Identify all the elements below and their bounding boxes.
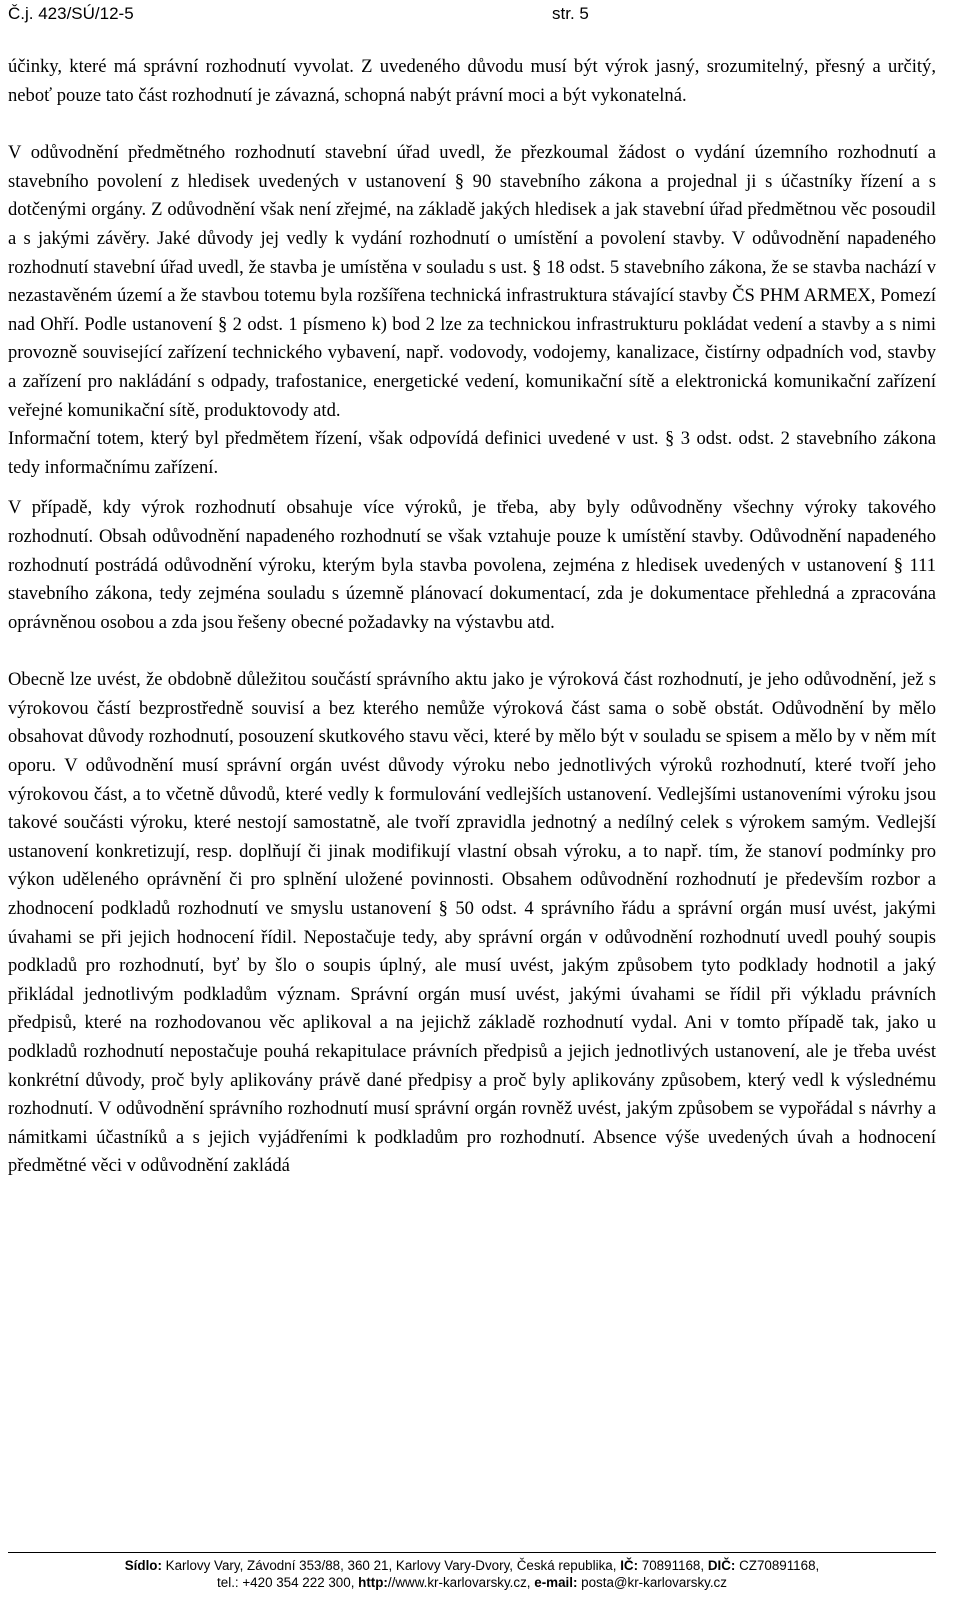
ico-label: IČ: [620, 1558, 639, 1573]
footer-line-2 [8, 1574, 936, 1591]
paragraph: V případě, kdy výrok rozhodnutí obsahuje více výroků, je třeba, aby byly odůvodněny všechny výroky takového rozhodnutí. Obsah odůvodnění napadeného rozhodnutí se však vztahuje pouze k umístění stavby. Odůvodnění napadeného rozhodnutí postrádá odůvodnění výroku, kterým byla stavba povolena, zejména z hledisek uvedených v ustanovení § 111 stavebního zákona, tedy zejména souladu s územně plánovací dokumentací, zda je dokumentace přehledná a zpracována oprávněnou osobou a zda jsou řešeny obecné požadavky na výstavbu atd. [8, 497, 936, 633]
reference-number: Č.j. 423/SÚ/12-5 [8, 4, 134, 23]
web-link[interactable]: //www.kr-karlovarsky.cz, [387, 1575, 531, 1590]
email-label: e-mail: [534, 1575, 578, 1590]
web-label: http: [358, 1575, 388, 1590]
dic-value: CZ70891168, [739, 1558, 820, 1573]
footer-divider [8, 1552, 936, 1553]
paragraph: Obecně lze uvést, že obdobně důležitou součástí správního aktu jako je výroková část rozhodnutí, je jeho odůvodnění, jež s výrokovou částí bezprostředně souvisí a bez kterého nemůže výroková část sama o sobě obstát. Odůvodnění by mělo obsahovat důvody rozhodnutí, posouzení skutkového stavu věci, které by mělo být v souladu se spisem a mělo by v něm mít oporu. V odůvodnění musí správní orgán uvést důvody výroku nebo jednotlivých výroků rozhodnutí, které tvoří jeho výrokovou část, a to včetně důvodů, které vedly k formulování vedlejších ustanovení. Vedlejšími ustanoveními výroku jsou takové součásti výroku, které nestojí samostatně, ale tvoří zpravidla jednotný a nedílný celek s výrokem samým. Vedlejší ustanovení konkretizují, resp. doplňují či jinak modifikují vlastní obsah výroku, a to např. tím, že stanoví podmínky pro výkon uděleného oprávnění či pro splnění uložené povinnosti. Obsahem odůvodnění rozhodnutí je především rozbor a zhodnocení podkladů rozhodnutí ve smyslu ustanovení § 50 odst. 4 správního řádu a správní orgán musí uvést, jakými úvahami se při jejich hodnocení řídil. Nepostačuje tedy, aby správní orgán v odůvodnění rozhodnutí uvedl pouhý soupis podkladů pro rozhodnutí, byť by šlo o soupis úplný, ale musí uvést, jakým způsobem tyto podklady hodnotil a jaký přikládal jednotlivým podkladům význam. Správní orgán musí uvést, jakými úvahami se řídil při výkladu právních předpisů, které na rozhodovanou věc aplikoval a na jejichž základě rozhodnutí vydal. Ani v tomto případě tak, jako u podkladů rozhodnutí nepostačuje pouhá rekapitulace právních předpisů a jejich jednotlivých ustanovení, ale je třeba uvést konkrétní důvody, proč byly aplikovány právě dané předpisy a proč byly aplikovány způsobem, který vedl k výslednému rozhodnutí. V odůvodnění správního rozhodnutí musí správní orgán rovněž uvést, jakým způsobem se vypořádal s návrhy a námitkami účastníků a s jejich vyjádřeními k podkladům pro rozhodnutí. Absence výše uvedených úvah a hodnocení předmětné věci v odůvodnění zakládá [8, 669, 936, 1177]
footer-line-1 [8, 1557, 936, 1574]
paragraph: účinky, které má správní rozhodnutí vyvolat. Z uvedeného důvodu musí být výrok jasný, srozumitelný, přesný a určitý, neboť pouze tato část rozhodnutí je závazná, schopná nabýt právní moci a být vykonatelná. [8, 56, 936, 106]
phone-value: tel.: +420 354 222 300, [217, 1575, 355, 1590]
paragraph: Informační totem, který byl předmětem řízení, však odpovídá definici uvedené v ust. § 3 odst. odst. 2 stavebního zákona tedy informačnímu zařízení. [8, 428, 936, 478]
email-link[interactable]: posta@kr-karlovarsky.cz [581, 1575, 727, 1590]
paragraph: V odůvodnění předmětného rozhodnutí stavební úřad uvedl, že přezkoumal žádost o vydání územního rozhodnutí a stavebního povolení z hledisek uvedených v ustanovení § 90 stavebního zákona a projednal ji s účastníky řízení a s dotčenými orgány. Z odůvodnění však není zřejmé, na základě jakých hledisek a jak stavební úřad předmětnou věc posoudil a s jakými závěry. Jaké důvody jej vedly k vydání rozhodnutí o umístění a povolení stavby. V odůvodnění napadeného rozhodnutí stavební úřad uvedl, že stavba je umístěna v souladu s ust. § 18 odst. 5 stavebního zákona, že se stavba nachází v nezastavěném území a že stavbou totemu byla rozšířena technická infrastruktura stávající stavby ČS PHM ARMEX, Pomezí nad Ohří. Podle ustanovení § 2 odst. 1 písmeno k) bod 2 lze za technickou infrastrukturu pokládat vedení a stavby a s nimi provozně související zařízení technického vybavení, např. vodovody, vodojemy, kanalizace, čistírny odpadních vod, stavby a zařízení pro nakládání s odpady, trafostanice, energetické vedení, komunikační sítě a elektronická komunikační zařízení veřejné komunikační sítě, produktovody atd. [8, 142, 936, 421]
ico-value: 70891168, [641, 1558, 705, 1573]
page-number: str. 5 [552, 4, 589, 23]
document-body [8, 53, 936, 1181]
page-footer [8, 1557, 936, 1591]
page-header [8, 4, 608, 26]
seat-label: Sídlo: [124, 1558, 162, 1573]
dic-label: DIČ: [707, 1558, 736, 1573]
seat-value: Karlovy Vary, Závodní 353/88, 360 21, Karlovy Vary-Dvory, Česká republika, [165, 1558, 617, 1573]
